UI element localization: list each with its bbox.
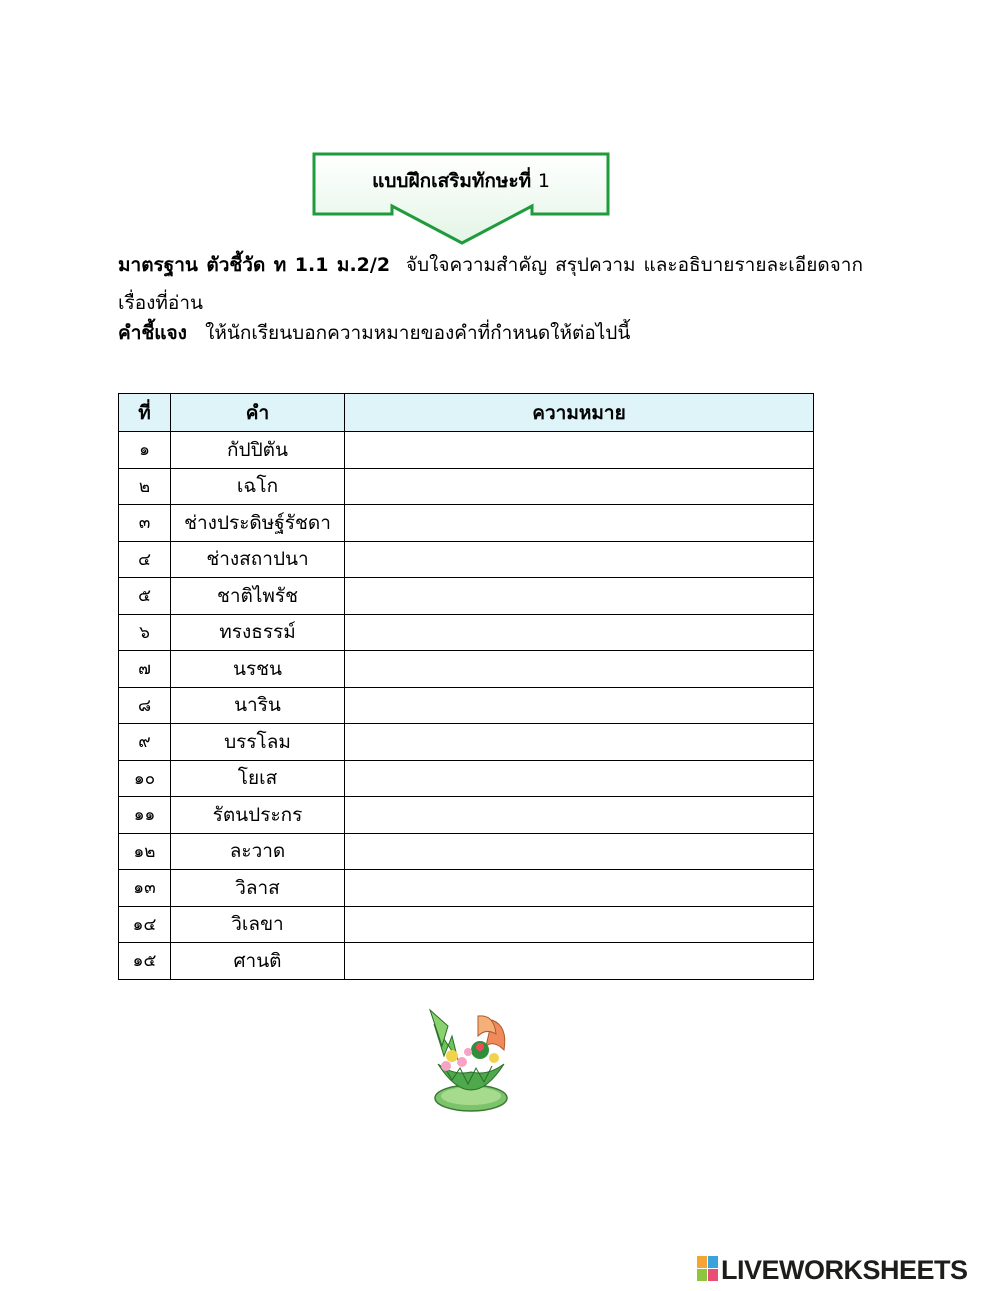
logo-text: LIVEWORKSHEETS [721,1255,968,1285]
row-number: ๔ [119,541,171,578]
row-number: ๑๒ [119,833,171,870]
table-row [119,797,814,834]
header-number: ที่ [119,394,171,432]
row-number: ๙ [119,724,171,761]
table-row [119,943,814,980]
row-word: วิเลขา [171,906,345,943]
row-word: นาริน [171,687,345,724]
row-number: ๑๓ [119,870,171,907]
row-word: ทรงธรรม์ [171,614,345,651]
row-meaning-answer[interactable] [345,468,814,505]
standard-label: มาตรฐาน ตัวชี้วัด ท 1.1 ม.2/2 [118,254,391,276]
header-meaning: ความหมาย [345,394,814,432]
table-row [119,432,814,469]
row-meaning-answer[interactable] [345,906,814,943]
row-meaning-answer[interactable] [345,651,814,688]
row-word: ช่างสถาปนา [171,541,345,578]
row-number: ๗ [119,651,171,688]
table-row [119,468,814,505]
liveworksheets-logo [697,1254,997,1286]
row-number: ๑๕ [119,943,171,980]
table-row [119,906,814,943]
row-word: วิลาส [171,870,345,907]
row-meaning-answer[interactable] [345,432,814,469]
instruction-text: ให้นักเรียนบอกความหมายของคำที่กำหนดให้ต่อไปนี้ [205,322,631,344]
instruction-label: คำชี้แจง [118,322,187,344]
row-meaning-answer[interactable] [345,870,814,907]
instruction [118,318,863,348]
row-word: รัตนประกร [171,797,345,834]
table-row [119,870,814,907]
row-number: ๑๐ [119,760,171,797]
table-row [119,651,814,688]
table-row [119,614,814,651]
row-number: ๒ [119,468,171,505]
row-meaning-answer[interactable] [345,687,814,724]
row-meaning-answer[interactable] [345,505,814,542]
banner-title-number: 1 [537,170,550,192]
row-meaning-answer[interactable] [345,724,814,761]
table-row [119,833,814,870]
logo-badge-icon [697,1256,719,1282]
row-meaning-answer[interactable] [345,614,814,651]
row-number: ๑๔ [119,906,171,943]
table-row [119,687,814,724]
worksheet-banner [312,152,610,246]
row-word: นรชน [171,651,345,688]
row-word: โยเส [171,760,345,797]
table-header-row [119,394,814,432]
row-meaning-answer[interactable] [345,797,814,834]
vocabulary-table [118,393,814,980]
table-row [119,541,814,578]
row-meaning-answer[interactable] [345,760,814,797]
row-word: ชาติไพรัช [171,578,345,615]
row-number: ๕ [119,578,171,615]
row-word: กัปปิตัน [171,432,345,469]
standard-indicator [118,246,863,322]
row-number: ๑๑ [119,797,171,834]
row-word: ช่างประดิษฐ์รัชดา [171,505,345,542]
row-number: ๘ [119,687,171,724]
row-word: เฉโก [171,468,345,505]
row-meaning-answer[interactable] [345,943,814,980]
row-number: ๑ [119,432,171,469]
row-meaning-answer[interactable] [345,833,814,870]
row-word: ละวาด [171,833,345,870]
table-row [119,578,814,615]
banner-title-text: แบบฝึกเสริมทักษะที่ [372,170,532,192]
row-number: ๖ [119,614,171,651]
row-meaning-answer[interactable] [345,541,814,578]
standard-text: จับใจความสำคัญ สรุปความ และอธิบายรายละเอียดจากเรื่องที่อ่าน [118,254,863,314]
table-row [119,505,814,542]
banner-title [312,166,610,196]
header-word: คำ [171,394,345,432]
krathong-icon [422,1006,520,1114]
krathong-illustration [422,1006,520,1114]
table-row [119,760,814,797]
table-row [119,724,814,761]
row-word: บรรโลม [171,724,345,761]
row-meaning-answer[interactable] [345,578,814,615]
row-word: ศานติ [171,943,345,980]
row-number: ๓ [119,505,171,542]
